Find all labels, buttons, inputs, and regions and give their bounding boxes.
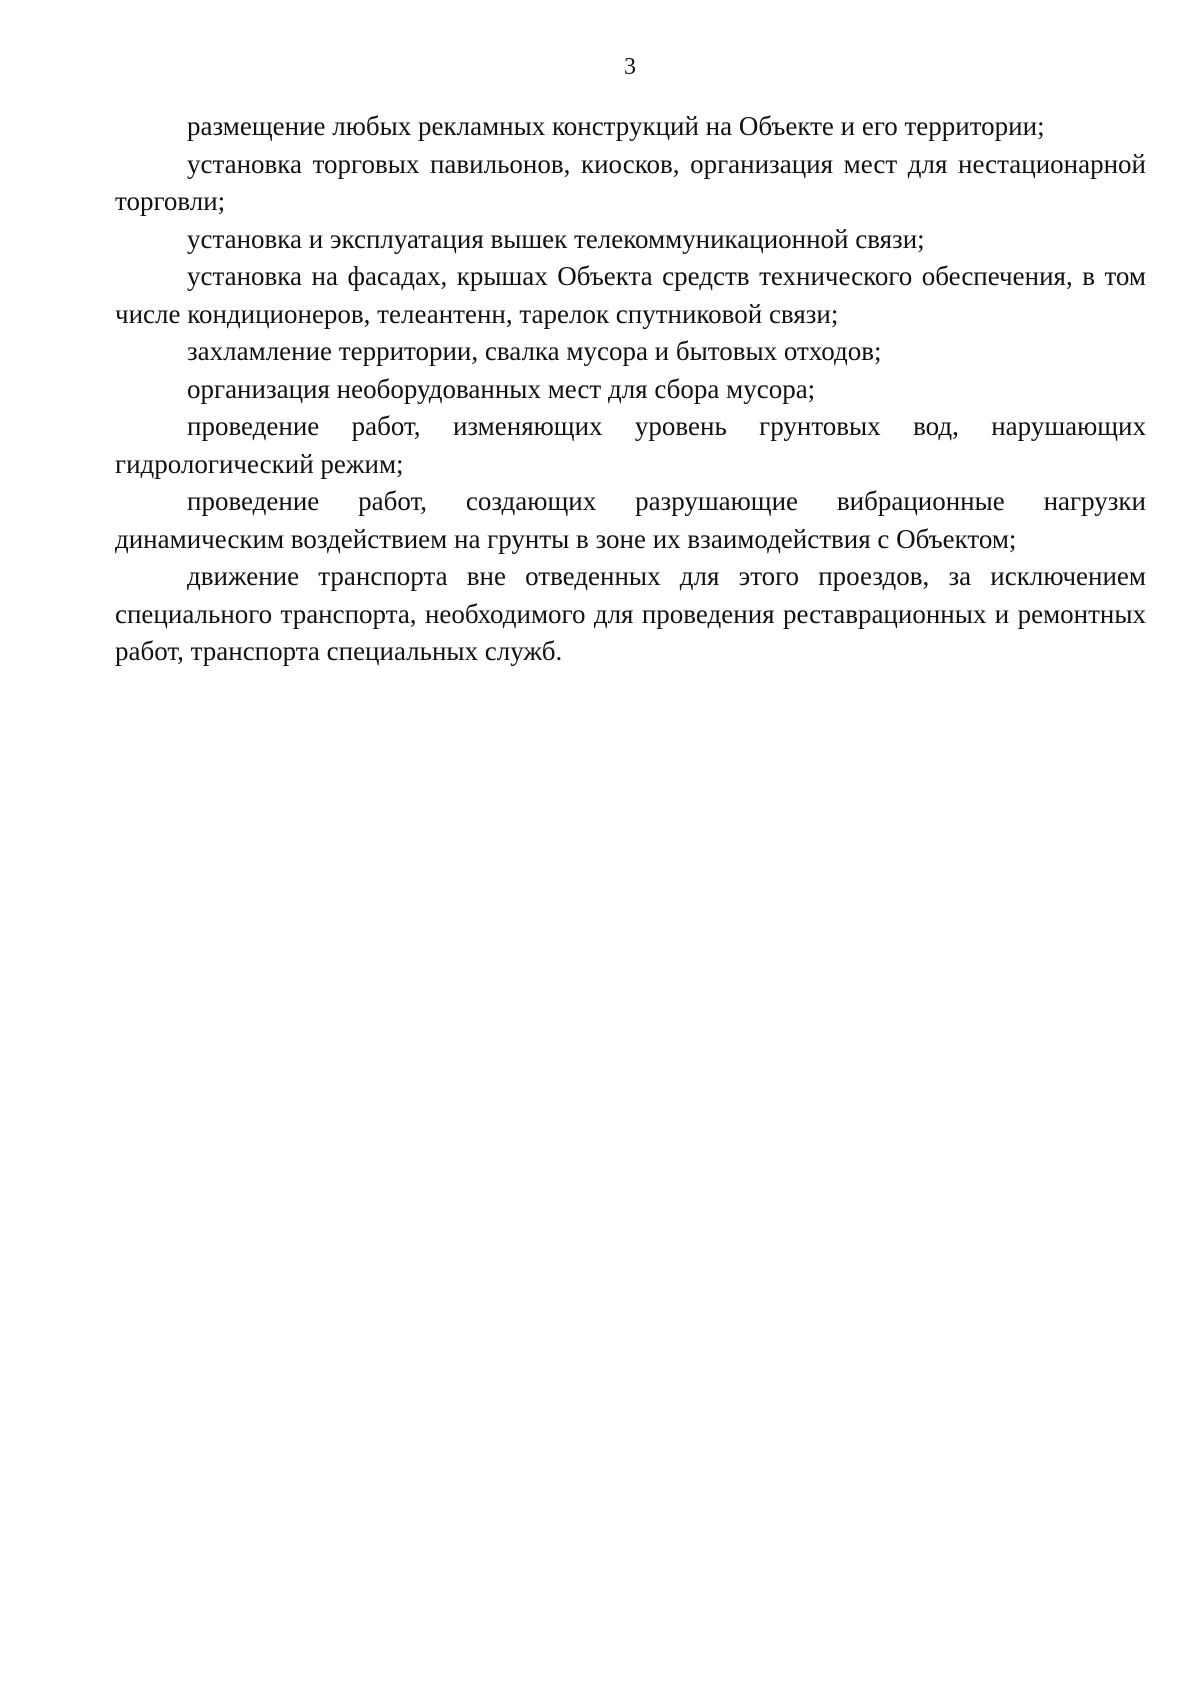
paragraph-telecom-towers: установка и эксплуатация вышек телекоммуникационной связи;: [187, 223, 925, 254]
paragraph-advertising: размещение любых рекламных конструкций на Объекте и его территории;: [187, 111, 1045, 141]
paragraph-littering: захламление территории, свалка мусора и бытовых отходов;: [187, 336, 882, 366]
paragraph-vibration-works: проведение работ, создающих разрушающие вибрационные нагрузки динамическим воздействием на грунты в зоне их взаимодействия с Объектом;: [115, 486, 1146, 554]
document-body: [115, 108, 1146, 671]
paragraph-groundwater-works: проведение работ, изменяющих уровень грунтовых вод, нарушающих гидрологический режим;: [115, 411, 1146, 479]
page-number: 3: [624, 54, 636, 80]
paragraph-garbage-sites: организация необорудованных мест для сбора мусора;: [187, 373, 816, 404]
paragraph-transport-movement: движение транспорта вне отведенных для этого проездов, за исключением специального транспорта, необходимого для проведения реставрационных и ремонтных работ, транспорта специальных служб.: [115, 561, 1146, 666]
paragraph-facade-equipment: установка на фасадах, крышах Объекта средств технического обеспечения, в том числе кондиционеров, телеантенн, тарелок спутниковой связи;: [115, 261, 1146, 329]
paragraph-trade-pavilions: установка торговых павильонов, киосков, организация мест для нестационарной торговли;: [115, 148, 1146, 216]
